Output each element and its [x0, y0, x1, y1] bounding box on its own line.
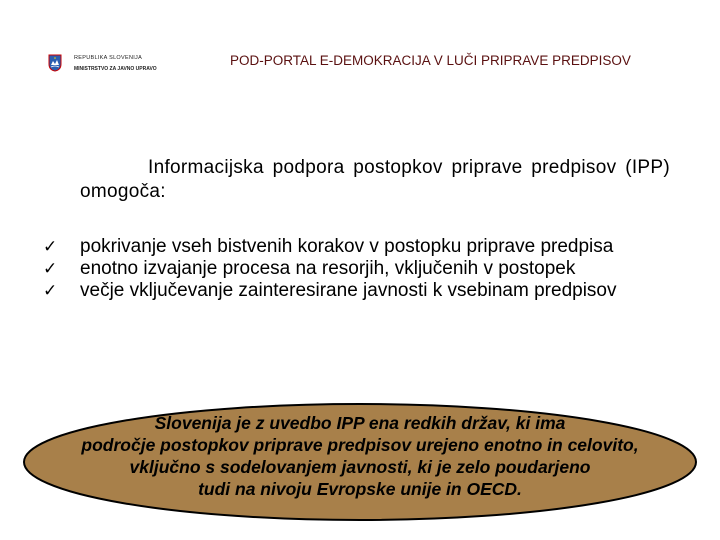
callout-line: Slovenija je z uvedbo IPP ena redkih držav, ki ima: [154, 413, 566, 433]
checkmark-icon: ✓: [43, 281, 58, 301]
list-item-text: večje vključevanje zainteresirane javnosti k vsebinam predpisov: [80, 280, 617, 301]
page-title: POD-PORTAL E-DEMOKRACIJA V LUČI PRIPRAVE PREDPISOV: [230, 53, 631, 68]
list-item: [40, 280, 670, 302]
list-item-text: enotno izvajanje procesa na resorjih, vključenih v postopek: [80, 258, 576, 279]
checkmark-icon: ✓: [43, 259, 58, 279]
logo-line-republic: REPUBLIKA SLOVENIJA: [74, 55, 143, 61]
callout-text: [30, 412, 690, 500]
logo-line-ministry: MINISTRSTVO ZA JAVNO UPRAVO: [74, 66, 157, 72]
feature-list: [40, 236, 670, 302]
list-item: [40, 258, 670, 280]
list-item: [40, 236, 670, 258]
callout-line: tudi na nivoju Evropske unije in OECD.: [198, 479, 522, 499]
ministry-logo: [48, 52, 178, 76]
checkmark-icon: ✓: [43, 237, 58, 257]
callout-line: vključno s sodelovanjem javnosti, ki je zelo poudarjeno: [129, 457, 591, 477]
intro-text: Informacijska podpora postopkov priprave predpisov (IPP) omogoča:: [80, 157, 670, 202]
slovenia-coat-of-arms-icon: [48, 54, 62, 72]
list-item-text: pokrivanje vseh bistvenih korakov v postopku priprave predpisa: [80, 236, 614, 257]
callout-line: področje postopkov priprave predpisov urejeno enotno in celovito,: [81, 435, 639, 455]
